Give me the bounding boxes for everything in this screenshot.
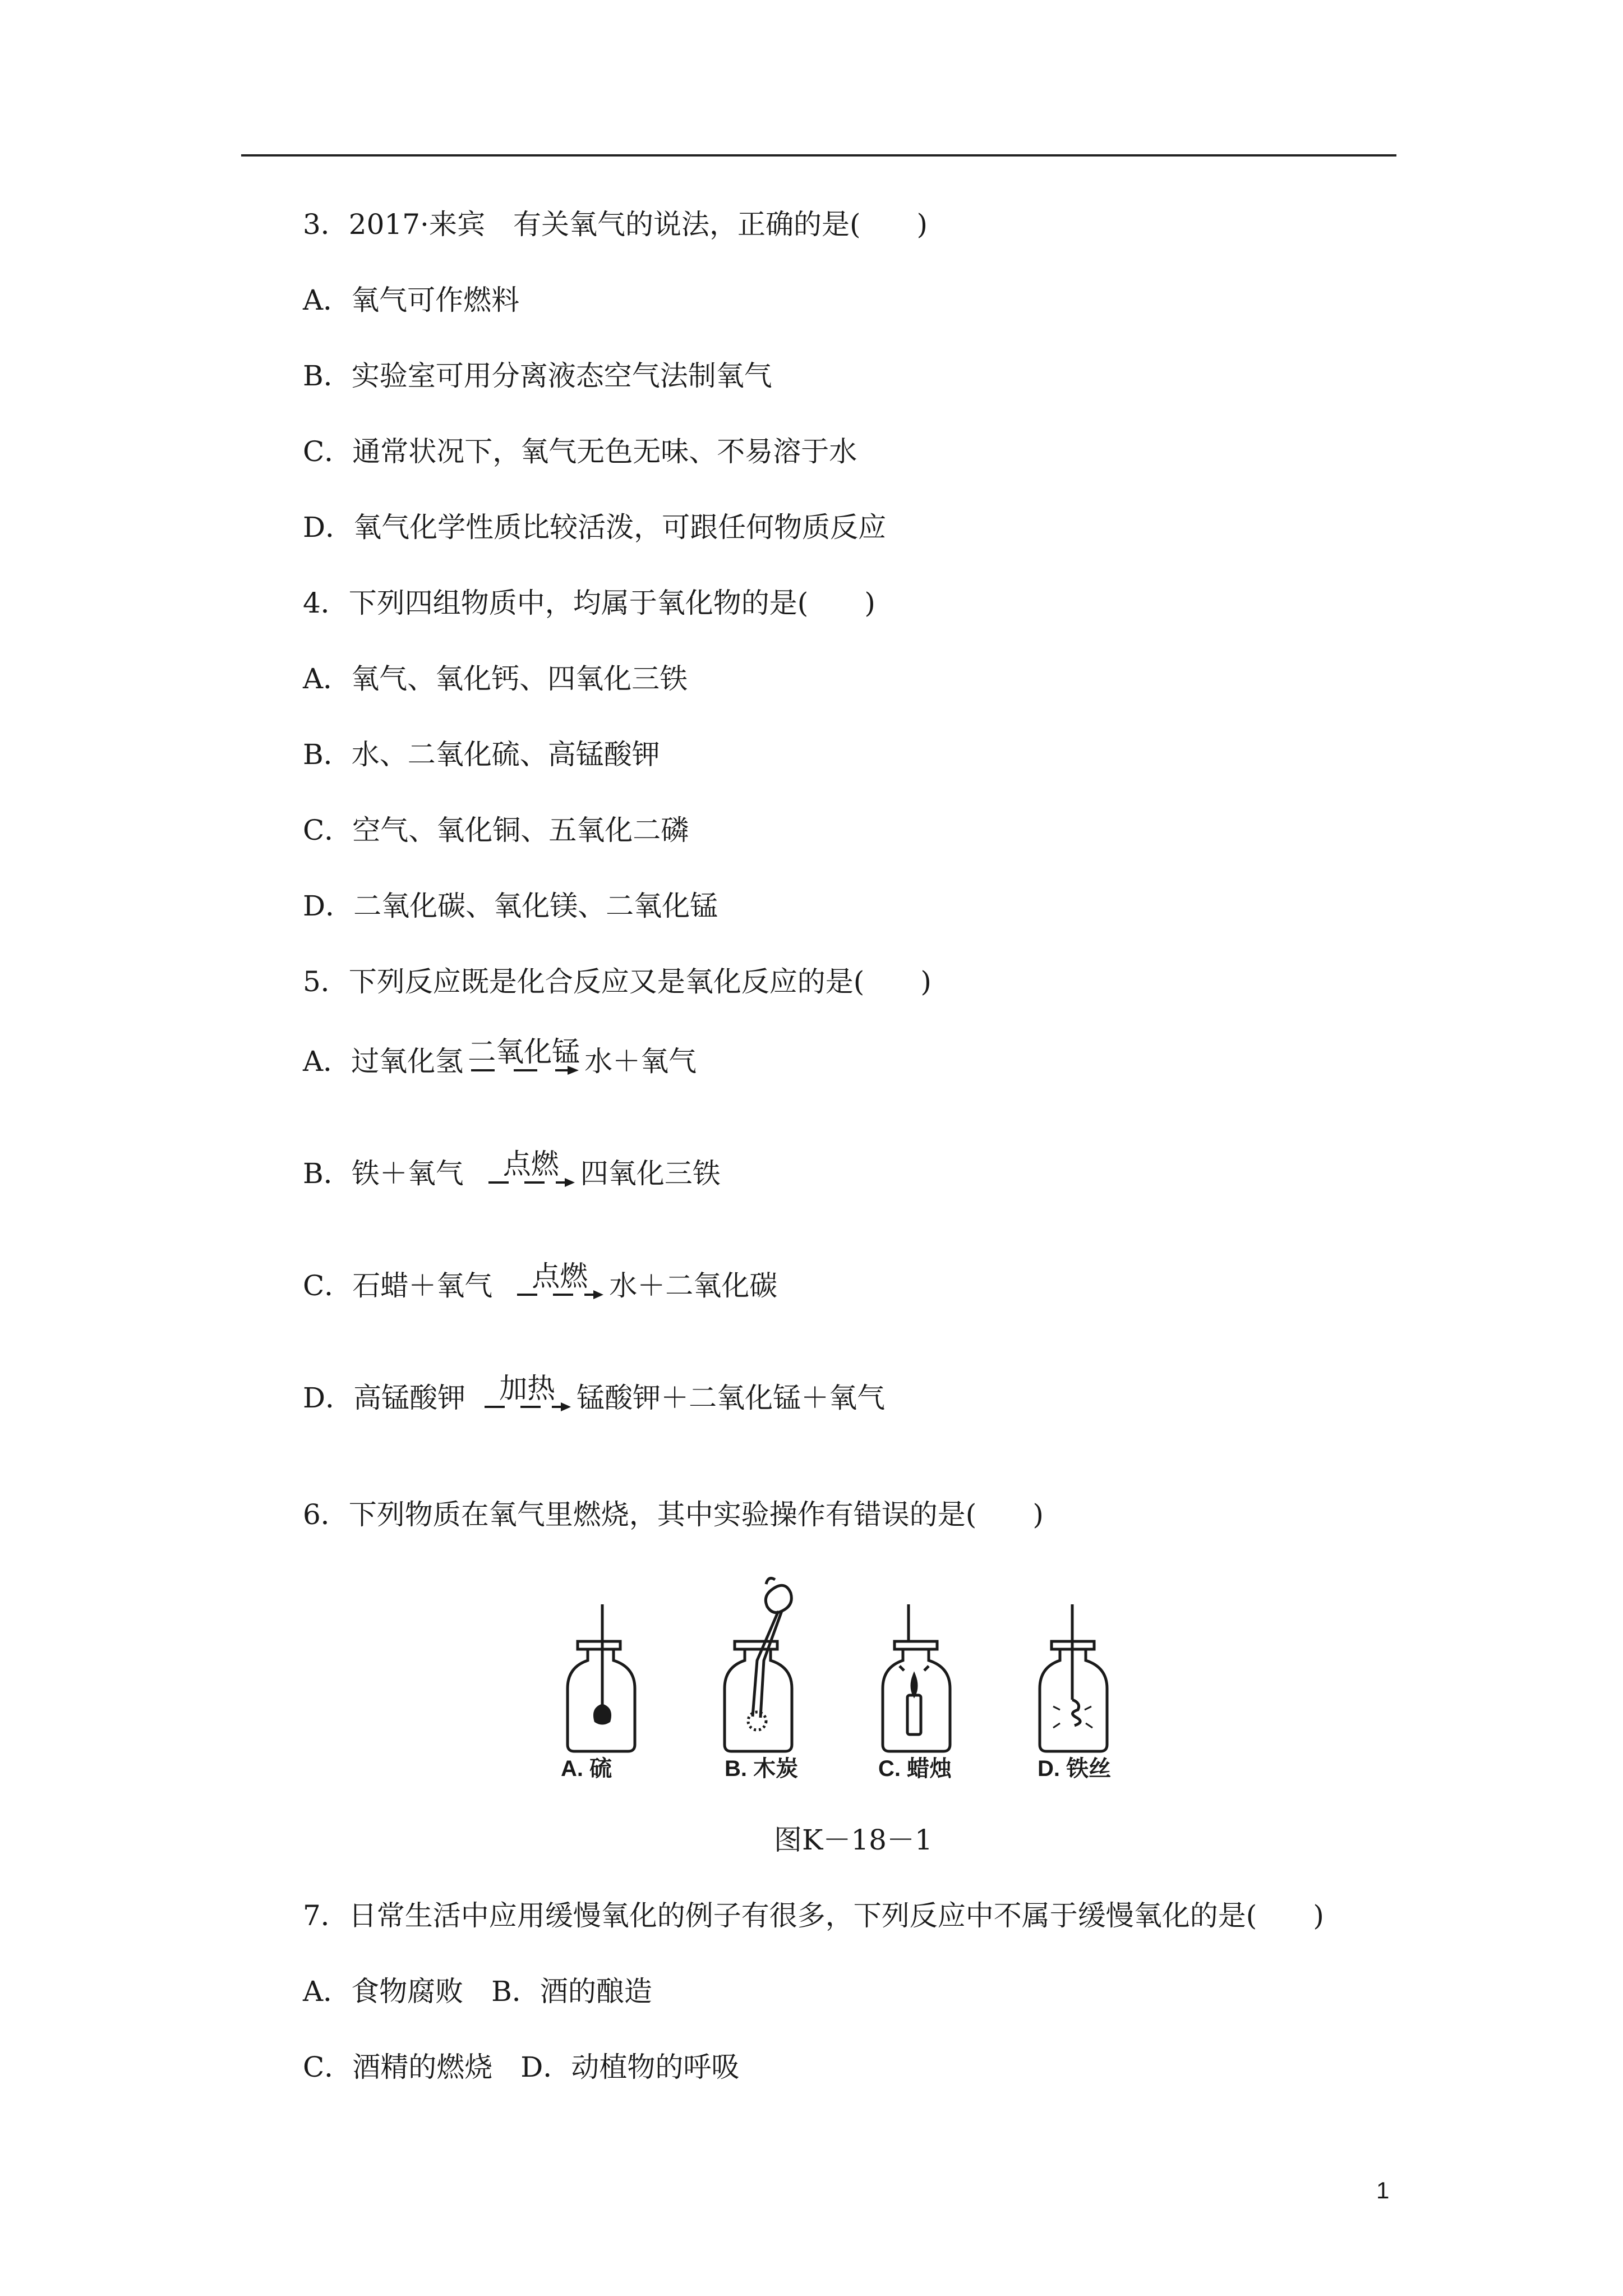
- equation-products: 水＋氧气: [584, 1045, 697, 1078]
- dashed-arrow-icon: [515, 1289, 605, 1300]
- equation-reactants: D．高锰酸钾: [303, 1382, 466, 1414]
- figure-label-b: B. 木炭: [725, 1756, 799, 1781]
- equation-reactants: C．石蜡＋氧气: [303, 1269, 493, 1302]
- dashed-arrow-icon: [468, 1065, 580, 1076]
- question-7-stem: 7．日常生活中应用缓慢氧化的例子有很多，下列反应中不属于缓慢氧化的是( ): [303, 1899, 1324, 1932]
- question-3-option-d: D．氧气化学性质比较活泼，可跟任何物质反应: [303, 511, 887, 544]
- question-3-option-c: C．通常状况下，氧气无色无味、不易溶于水: [303, 435, 857, 468]
- question-4-option-c: C．空气、氧化铜、五氧化二磷: [303, 814, 689, 846]
- equation-reactants: A．过氧化氢: [303, 1045, 464, 1078]
- question-5-option-d: [303, 1374, 885, 1415]
- question-4-stem: 4．下列四组物质中，均属于氧化物的是( ): [303, 587, 875, 619]
- figure-label-d: D. 铁丝: [1038, 1756, 1112, 1781]
- header-rule: [241, 154, 1396, 157]
- bottle-c-icon: [883, 1604, 950, 1751]
- figure-label-c: C. 蜡烛: [878, 1756, 952, 1781]
- reaction-condition: 点燃: [532, 1260, 588, 1292]
- question-6-stem: 6．下列物质在氧气里燃烧，其中实验操作有错误的是( ): [303, 1498, 1044, 1531]
- question-5-option-c: [303, 1262, 777, 1303]
- page-number: 1: [1376, 2177, 1390, 2203]
- question-4-option-a: A．氧气、氧化钙、四氧化三铁: [303, 662, 688, 695]
- question-5-stem: 5．下列反应既是化合反应又是氧化反应的是( ): [303, 965, 932, 998]
- bottle-d-icon: [1040, 1604, 1107, 1751]
- reaction-arrow: [482, 1372, 572, 1412]
- figure-caption: 图K－18－1: [774, 1824, 933, 1856]
- equation-products: 水＋二氧化碳: [609, 1269, 778, 1302]
- question-5-option-b: [303, 1150, 721, 1190]
- equation-products: 锰酸钾＋二氧化锰＋氧气: [577, 1382, 886, 1414]
- question-3-option-a: A．氧气可作燃料: [303, 284, 520, 316]
- reaction-condition: 二氧化锰: [468, 1036, 580, 1068]
- question-5-option-a: [303, 1038, 697, 1078]
- dashed-arrow-icon: [486, 1177, 576, 1188]
- reaction-arrow: [486, 1148, 576, 1188]
- reaction-condition: 加热: [499, 1372, 556, 1405]
- reaction-arrow: [515, 1260, 605, 1300]
- question-4-option-d: D．二氧化碳、氧化镁、二氧化锰: [303, 890, 718, 922]
- equation-reactants: B．铁＋氧气: [303, 1157, 464, 1190]
- equation-products: 四氧化三铁: [580, 1157, 721, 1190]
- question-7-options-cd: C．酒精的燃烧 D．动植物的呼吸: [303, 2051, 740, 2083]
- bottle-a-icon: [568, 1604, 635, 1751]
- question-3-stem: 3．2017·来宾 有关氧气的说法，正确的是( ): [303, 208, 928, 241]
- reaction-arrow: [468, 1036, 580, 1076]
- question-7-options-ab: A．食物腐败 B．酒的酿造: [303, 1975, 652, 2008]
- question-3-option-b: B．实验室可用分离液态空气法制氧气: [303, 360, 772, 392]
- question-4-option-b: B．水、二氧化硫、高锰酸钾: [303, 738, 660, 771]
- figure-label-a: A. 硫: [561, 1756, 612, 1781]
- dashed-arrow-icon: [482, 1401, 572, 1412]
- bottle-b-icon: [725, 1578, 792, 1751]
- reaction-condition: 点燃: [502, 1148, 559, 1180]
